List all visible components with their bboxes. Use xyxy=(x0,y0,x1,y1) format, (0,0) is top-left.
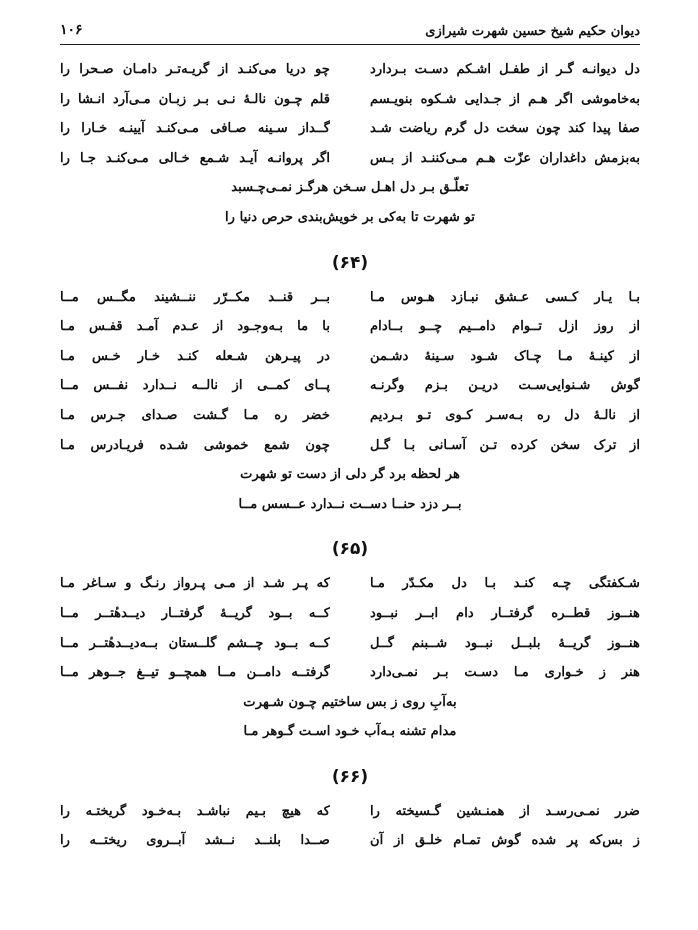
hemistich-second: با ما بـه‌وجـود از عـدم آمـد قفـس مـا xyxy=(60,319,330,335)
hemistich-second: پــای کمــی از نالــه نــدارد نفــس مــا xyxy=(60,378,330,394)
hemistich-first: به‌خاموشی اگر هـم از جـدایی شـکوه بنویـسم xyxy=(370,91,640,107)
verse-row xyxy=(60,144,640,174)
hemistich-second: که هیچ بـیم نباشـد بـه‌خـود گریختـه را xyxy=(60,803,330,819)
hemistich-second: چو دریا می‌کنـد از گریـه‌تـر دامـان صـحرا را xyxy=(60,62,330,77)
hemistich-second: که پـر شـد از مـی پـرواز رنـگ و سـاغر مـا xyxy=(60,576,330,592)
hemistich-second: کــه بــود چــشم گلــستان بــه‌دیــدهٔتــر مــا xyxy=(60,635,330,651)
hemistich-first: گوش شـنوایی‌سـت دریـن بـزم وگرنـه xyxy=(370,378,640,394)
closing-line: تعلّـق بـر دل اهـل سـخن هرگـز نمـی‌چـسبد xyxy=(231,180,469,196)
verse-row xyxy=(60,569,640,599)
hemistich-second: چون شمع خموشی شـده فریـادرس مـا xyxy=(60,437,330,453)
hemistich-second: اگر پروانـه آیـد شـمع خـالی مـی‌کنـد جـا را xyxy=(60,150,330,166)
hemistich-second: صــدا بلنــد نــشد آبــروی ریختــه را xyxy=(60,833,330,849)
hemistich-second: بــر قنــد مکــرّر ننــشیند مگــس مــا xyxy=(60,289,330,305)
closing-line: بــر دزد حنــا دســت نــدارد عــسس مــا xyxy=(238,496,462,512)
closing-line: تو شهرت تا به‌کی بر خویش‌بندی حرص دنیا را xyxy=(225,209,475,225)
poem-number: (۶۶) xyxy=(331,766,369,787)
closing-line: هر لحظه برد گر دلی از دست تو شهرت xyxy=(240,467,460,483)
hemistich-first: به‌بزمش داغداران عزّت هـم مـی‌کننـد از بـس xyxy=(370,150,640,166)
verse-row xyxy=(60,114,640,144)
hemistich-first: دل دیوانـه گـر از طفـل اشـکم دسـت بـردارد xyxy=(370,62,640,77)
verse-row xyxy=(60,85,640,115)
hemistich-second: گــداز سـینه صـافی مـی‌کنـد آیینـه خـارا را xyxy=(60,121,330,137)
hemistich-first: از ترک سخن کرده تـن آسـانی بـا گـل xyxy=(370,437,640,453)
verse-row xyxy=(60,371,640,401)
hemistich-first: هنر ز خـواری مـا دسـت بـر نمـی‌دارد xyxy=(370,665,640,681)
hemistich-first: هنــوز قطــره گرفتــار دام ابــر نبــود xyxy=(370,605,640,621)
hemistich-second: در پیـرهن شـعله کنـد خـار خـس مـا xyxy=(60,348,330,364)
hemistich-first: صفا پیدا کند چون سخت دل گرم ریاضت شـد xyxy=(370,121,640,137)
verse-row xyxy=(60,826,640,856)
hemistich-first: از نالـهٔ دل ره بـه‌سـر کـوی تـو بـردیم xyxy=(370,407,640,423)
hemistich-second: گرفتــه دامــن مــا همچــو تیــغ جــوهر مــا xyxy=(60,665,330,681)
page-number: ۱۰۶ xyxy=(60,22,83,38)
hemistich-first: هنــوز گریــهٔ بلبــل نبــود شــبنم گــل xyxy=(370,635,640,651)
book-page xyxy=(60,18,640,918)
verse-row xyxy=(60,797,640,827)
hemistich-second: خضر ره مـا گـشت صـدای جـرس مـا xyxy=(60,407,330,423)
poem-65 xyxy=(60,529,640,747)
book-title: دیوان حکیم شیخ حسین شهرت شیرازی xyxy=(425,24,640,39)
verse-row xyxy=(60,401,640,431)
page-header xyxy=(60,18,640,45)
poem-number: (۶۴) xyxy=(331,252,369,273)
hemistich-first: از کینـهٔ مـا چـاک شـود سـینهٔ دشـمن xyxy=(370,348,640,364)
hemistich-first: از روز ازل تــوام دامــیم چــو بــادام xyxy=(370,319,640,335)
verse-row xyxy=(60,629,640,659)
hemistich-second: کــه بــود گریــهٔ گرفتــار دیــدهٔتــر مــا xyxy=(60,605,330,621)
hemistich-first: ز بس‌که پر شده گوش تمـام خلـق از آن xyxy=(370,833,640,849)
poem-64 xyxy=(60,243,640,520)
verse-row xyxy=(60,658,640,688)
poem-number: (۶۵) xyxy=(331,539,369,560)
verse-row xyxy=(60,55,640,85)
verse-row xyxy=(60,283,640,313)
closing-line: مدام تشنه بـه‌آب خـود اسـت گـوهر مـا xyxy=(243,724,457,740)
poem-continuation xyxy=(60,55,640,233)
hemistich-second: قلم چـون نالـهٔ نـی بـر زبـان مـی‌آرد انـشا را xyxy=(60,91,330,107)
verse-row xyxy=(60,431,640,461)
verse-row xyxy=(60,342,640,372)
verse-row xyxy=(60,599,640,629)
poem-66 xyxy=(60,757,640,856)
closing-line: به‌آبِ روی ز بس ساختیم چـون شـهرت xyxy=(243,694,457,710)
hemistich-first: شـکفتگی چـه کنـد بـا دل مکـدّر مـا xyxy=(370,576,640,592)
hemistich-first: بـا یـار کـسی عـشق نبـازد هـوس مـا xyxy=(370,289,640,305)
hemistich-first: ضرر نمـی‌رسـد از همنـشین گـسیخته را xyxy=(370,803,640,819)
verse-row xyxy=(60,312,640,342)
